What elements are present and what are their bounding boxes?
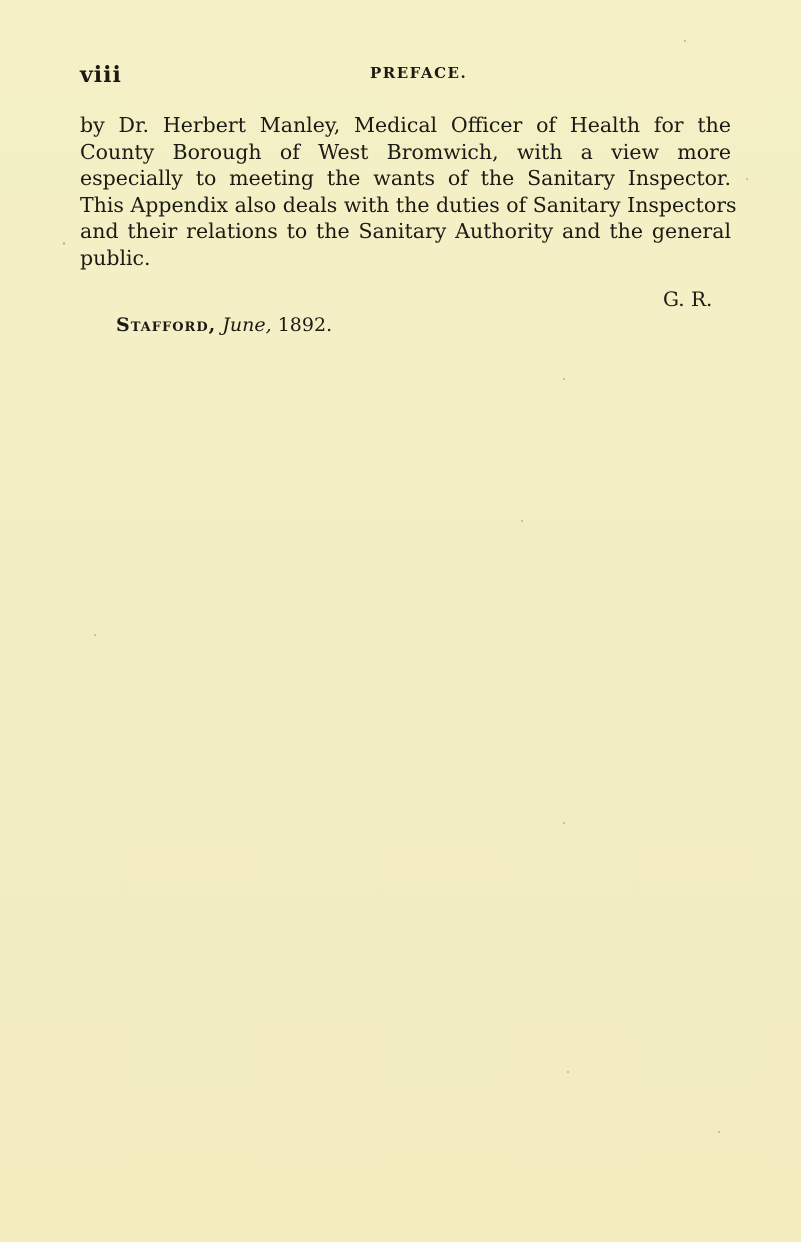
dateline-month: June, bbox=[222, 314, 272, 336]
paper-speck bbox=[718, 1131, 720, 1133]
preface-paragraph bbox=[80, 112, 737, 271]
paper-speck bbox=[63, 242, 65, 245]
text-line: County Borough of West Bromwich, with a view more bbox=[80, 139, 731, 164]
paper-speck bbox=[563, 378, 565, 380]
text-line: public. bbox=[80, 245, 151, 270]
page-number: viii bbox=[80, 62, 122, 88]
dateline-place: Stafford, bbox=[116, 314, 217, 336]
author-initials: G. R. bbox=[663, 287, 713, 311]
page-header bbox=[80, 62, 730, 92]
text-line: by Dr. Herbert Manley, Medical Officer of Health for the bbox=[80, 113, 731, 137]
paper-speck bbox=[521, 520, 523, 522]
paper-speck bbox=[567, 1071, 569, 1073]
text-line: especially to meeting the wants of the Sanitary Inspector. bbox=[80, 166, 731, 190]
dateline-year: 1892. bbox=[277, 314, 333, 336]
paper-speck bbox=[684, 40, 686, 42]
paper-speck bbox=[563, 822, 565, 824]
dateline bbox=[116, 314, 332, 336]
text-line: This Appendix also deals with the duties of Sanitary Inspectors bbox=[80, 192, 737, 217]
paper-speck bbox=[94, 634, 96, 636]
paper-speck bbox=[746, 178, 748, 180]
running-head: PREFACE. bbox=[370, 64, 468, 82]
text-line: and their relations to the Sanitary Authority and the general bbox=[80, 219, 731, 243]
